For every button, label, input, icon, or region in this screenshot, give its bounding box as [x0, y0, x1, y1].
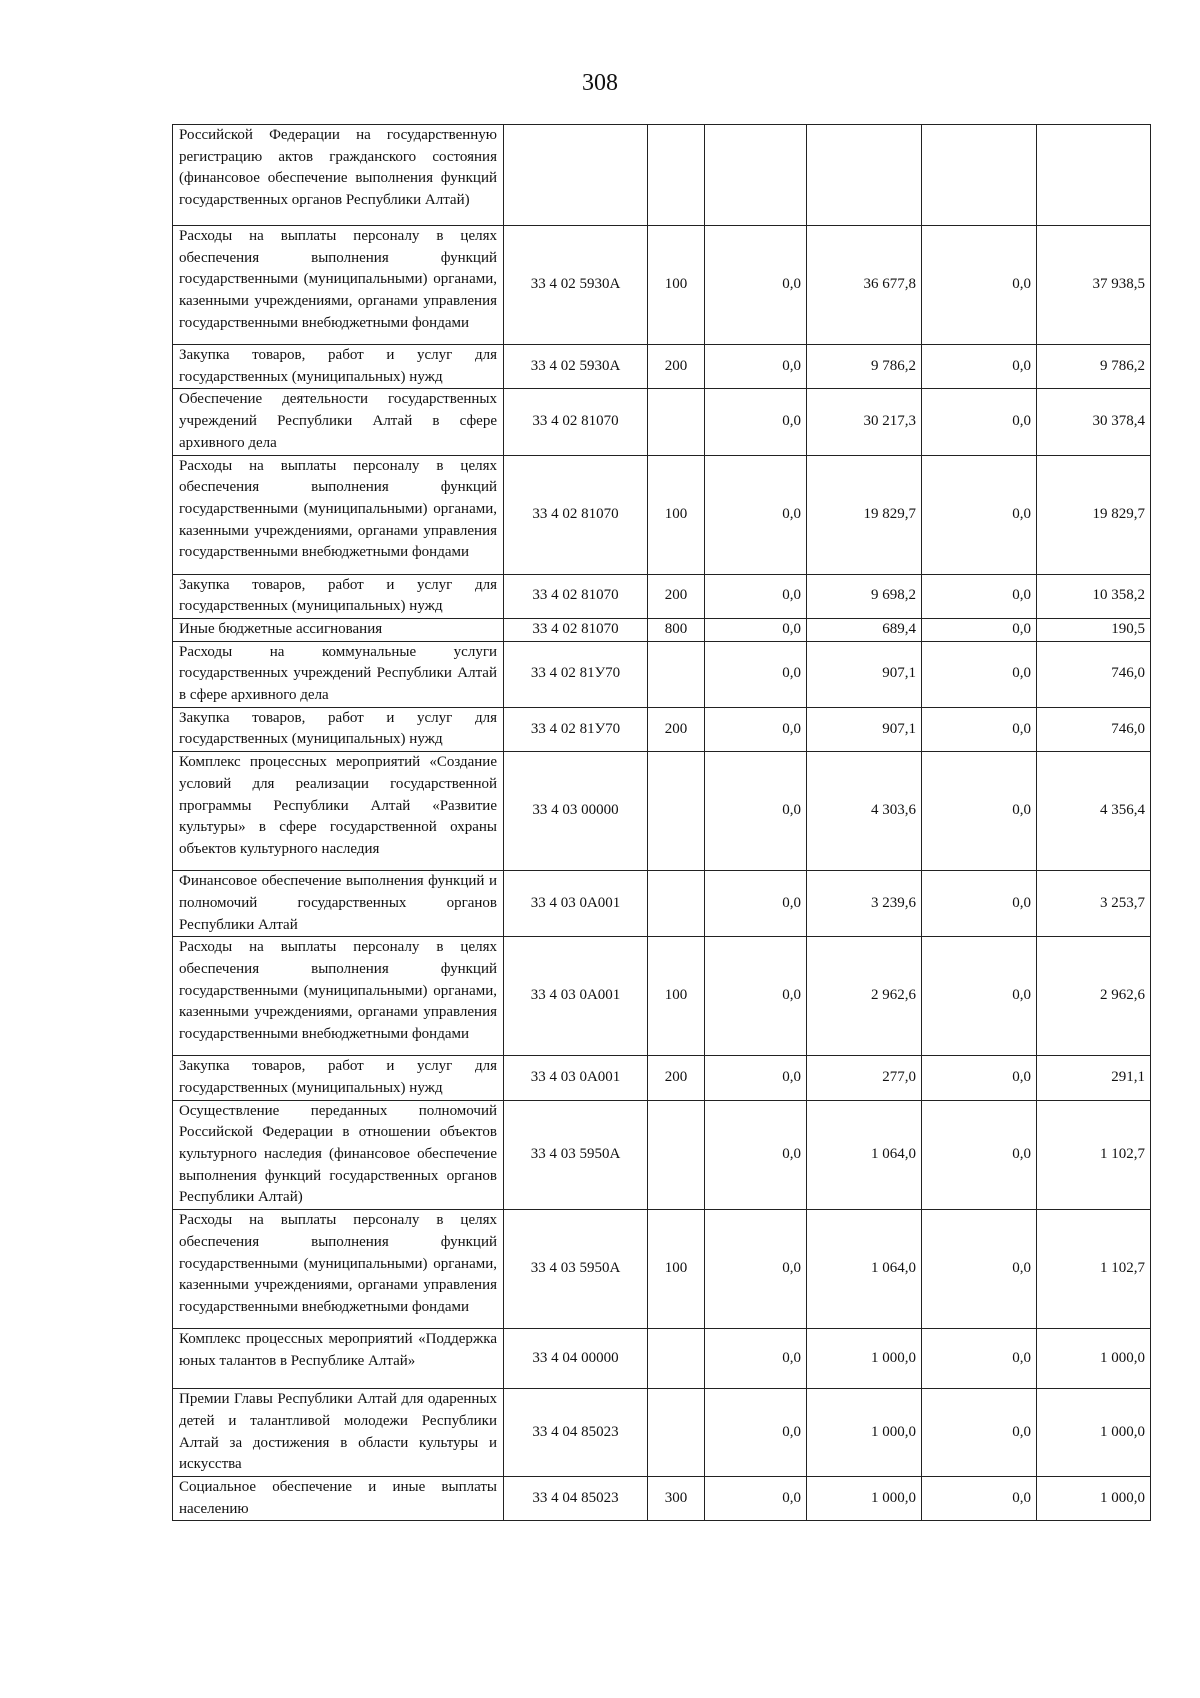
cell-value-3: 0,0 — [922, 1100, 1037, 1210]
cell-code: 33 4 03 0А001 — [504, 871, 648, 937]
cell-expense-type: 300 — [648, 1476, 705, 1520]
cell-value-3: 0,0 — [922, 1056, 1037, 1100]
cell-value-1: 0,0 — [705, 752, 807, 871]
cell-value-1: 0,0 — [705, 345, 807, 389]
cell-value-2: 2 962,6 — [807, 937, 922, 1056]
cell-value-1 — [705, 125, 807, 226]
cell-value-4: 9 786,2 — [1037, 345, 1151, 389]
cell-value-1: 0,0 — [705, 226, 807, 345]
cell-value-2: 277,0 — [807, 1056, 922, 1100]
cell-value-4: 746,0 — [1037, 707, 1151, 751]
cell-value-2: 36 677,8 — [807, 226, 922, 345]
cell-value-2: 3 239,6 — [807, 871, 922, 937]
cell-value-4: 10 358,2 — [1037, 574, 1151, 618]
cell-name: Расходы на выплаты персоналу в целях обеспечения выполнения функций государственными (муниципальными) органами, казенными учреждениями, органами управления государственными внебюджетными фондами — [173, 226, 504, 345]
cell-code: 33 4 03 0А001 — [504, 1056, 648, 1100]
cell-name: Расходы на выплаты персоналу в целях обеспечения выполнения функций государственными (муниципальными) органами, казенными учреждениями, органами управления государственными внебюджетными фондами — [173, 937, 504, 1056]
cell-value-2: 1 000,0 — [807, 1329, 922, 1389]
budget-table — [172, 124, 1151, 1521]
cell-value-1: 0,0 — [705, 641, 807, 707]
cell-value-4: 291,1 — [1037, 1056, 1151, 1100]
cell-value-4: 1 102,7 — [1037, 1210, 1151, 1329]
cell-code: 33 4 03 5950А — [504, 1100, 648, 1210]
cell-value-3: 0,0 — [922, 618, 1037, 641]
table-row — [173, 1389, 1151, 1477]
cell-name: Осуществление переданных полномочий Российской Федерации в отношении объектов культурного наследия (финансовое обеспечение выполнения функций государственных органов Республики Алтай) — [173, 1100, 504, 1210]
cell-code: 33 4 02 81070 — [504, 389, 648, 455]
cell-value-3: 0,0 — [922, 574, 1037, 618]
cell-value-1: 0,0 — [705, 1476, 807, 1520]
cell-value-3: 0,0 — [922, 455, 1037, 574]
table-row — [173, 1056, 1151, 1100]
cell-value-1: 0,0 — [705, 618, 807, 641]
cell-value-2: 30 217,3 — [807, 389, 922, 455]
cell-name: Российской Федерации на государственную регистрацию актов гражданского состояния (финансовое обеспечение выполнения функций государственных органов Республики Алтай) — [173, 125, 504, 226]
cell-expense-type: 100 — [648, 455, 705, 574]
cell-value-2: 907,1 — [807, 707, 922, 751]
cell-name: Комплекс процессных мероприятий «Поддержка юных талантов в Республике Алтай» — [173, 1329, 504, 1389]
cell-code: 33 4 03 5950А — [504, 1210, 648, 1329]
cell-value-2: 1 000,0 — [807, 1476, 922, 1520]
cell-code: 33 4 02 5930А — [504, 345, 648, 389]
cell-code: 33 4 02 81070 — [504, 574, 648, 618]
cell-value-4: 1 000,0 — [1037, 1389, 1151, 1477]
cell-value-2: 1 064,0 — [807, 1100, 922, 1210]
cell-expense-type: 200 — [648, 345, 705, 389]
cell-code: 33 4 02 81070 — [504, 618, 648, 641]
cell-name: Расходы на выплаты персоналу в целях обеспечения выполнения функций государственными (муниципальными) органами, казенными учреждениями, органами управления государственными внебюджетными фондами — [173, 1210, 504, 1329]
cell-value-4: 3 253,7 — [1037, 871, 1151, 937]
cell-name: Закупка товаров, работ и услуг для государственных (муниципальных) нужд — [173, 1056, 504, 1100]
table-row — [173, 618, 1151, 641]
cell-value-3: 0,0 — [922, 226, 1037, 345]
cell-value-3: 0,0 — [922, 1389, 1037, 1477]
cell-value-2: 9 698,2 — [807, 574, 922, 618]
cell-expense-type — [648, 1389, 705, 1477]
cell-expense-type: 200 — [648, 707, 705, 751]
cell-expense-type — [648, 1329, 705, 1389]
cell-value-3: 0,0 — [922, 1476, 1037, 1520]
table-row — [173, 455, 1151, 574]
cell-value-4: 2 962,6 — [1037, 937, 1151, 1056]
cell-expense-type: 800 — [648, 618, 705, 641]
cell-value-4: 1 102,7 — [1037, 1100, 1151, 1210]
table-row — [173, 752, 1151, 871]
cell-name: Комплекс процессных мероприятий «Создание условий для реализации государственной программы Республики Алтай «Развитие культуры» в сфере государственной охраны объектов культурного наследия — [173, 752, 504, 871]
cell-value-3: 0,0 — [922, 1210, 1037, 1329]
cell-expense-type — [648, 389, 705, 455]
cell-value-1: 0,0 — [705, 1329, 807, 1389]
cell-value-1: 0,0 — [705, 1100, 807, 1210]
cell-expense-type — [648, 125, 705, 226]
cell-value-1: 0,0 — [705, 455, 807, 574]
cell-value-4: 190,5 — [1037, 618, 1151, 641]
cell-value-1: 0,0 — [705, 574, 807, 618]
cell-value-1: 0,0 — [705, 937, 807, 1056]
cell-code: 33 4 03 0А001 — [504, 937, 648, 1056]
cell-code: 33 4 04 00000 — [504, 1329, 648, 1389]
cell-expense-type: 200 — [648, 574, 705, 618]
cell-expense-type: 100 — [648, 1210, 705, 1329]
cell-name: Закупка товаров, работ и услуг для государственных (муниципальных) нужд — [173, 707, 504, 751]
cell-expense-type: 100 — [648, 226, 705, 345]
cell-value-1: 0,0 — [705, 871, 807, 937]
cell-code: 33 4 04 85023 — [504, 1389, 648, 1477]
table-row — [173, 1210, 1151, 1329]
cell-value-2: 1 064,0 — [807, 1210, 922, 1329]
cell-value-1: 0,0 — [705, 707, 807, 751]
cell-value-2: 1 000,0 — [807, 1389, 922, 1477]
cell-name: Премии Главы Республики Алтай для одаренных детей и талантливой молодежи Республики Алтай за достижения в области культуры и искусства — [173, 1389, 504, 1477]
cell-expense-type — [648, 752, 705, 871]
cell-name: Закупка товаров, работ и услуг для государственных (муниципальных) нужд — [173, 345, 504, 389]
table-row — [173, 345, 1151, 389]
cell-value-3: 0,0 — [922, 871, 1037, 937]
table-row — [173, 641, 1151, 707]
cell-value-2: 907,1 — [807, 641, 922, 707]
cell-code: 33 4 02 81070 — [504, 455, 648, 574]
cell-name: Закупка товаров, работ и услуг для государственных (муниципальных) нужд — [173, 574, 504, 618]
cell-value-4: 746,0 — [1037, 641, 1151, 707]
cell-value-3: 0,0 — [922, 641, 1037, 707]
table-row — [173, 1476, 1151, 1520]
cell-value-4: 19 829,7 — [1037, 455, 1151, 574]
cell-expense-type — [648, 641, 705, 707]
cell-name: Расходы на выплаты персоналу в целях обеспечения выполнения функций государственными (муниципальными) органами, казенными учреждениями, органами управления государственными внебюджетными фондами — [173, 455, 504, 574]
cell-expense-type — [648, 1100, 705, 1210]
cell-code — [504, 125, 648, 226]
cell-value-2: 9 786,2 — [807, 345, 922, 389]
cell-value-1: 0,0 — [705, 389, 807, 455]
cell-value-1: 0,0 — [705, 1210, 807, 1329]
cell-value-2: 689,4 — [807, 618, 922, 641]
cell-value-4: 1 000,0 — [1037, 1476, 1151, 1520]
cell-value-1: 0,0 — [705, 1056, 807, 1100]
cell-code: 33 4 04 85023 — [504, 1476, 648, 1520]
cell-name: Обеспечение деятельности государственных учреждений Республики Алтай в сфере архивного дела — [173, 389, 504, 455]
cell-value-3: 0,0 — [922, 937, 1037, 1056]
cell-code: 33 4 03 00000 — [504, 752, 648, 871]
cell-value-2 — [807, 125, 922, 226]
cell-value-3 — [922, 125, 1037, 226]
cell-value-3: 0,0 — [922, 752, 1037, 871]
table-row — [173, 574, 1151, 618]
table-row — [173, 226, 1151, 345]
cell-name: Социальное обеспечение и иные выплаты населению — [173, 1476, 504, 1520]
table-row — [173, 1100, 1151, 1210]
cell-value-3: 0,0 — [922, 707, 1037, 751]
cell-code: 33 4 02 5930А — [504, 226, 648, 345]
cell-value-3: 0,0 — [922, 389, 1037, 455]
page-number: 308 — [582, 70, 618, 96]
table-row — [173, 389, 1151, 455]
cell-code: 33 4 02 81У70 — [504, 641, 648, 707]
table-row — [173, 707, 1151, 751]
cell-value-1: 0,0 — [705, 1389, 807, 1477]
table-row — [173, 871, 1151, 937]
cell-name: Иные бюджетные ассигнования — [173, 618, 504, 641]
cell-expense-type — [648, 871, 705, 937]
cell-value-4: 37 938,5 — [1037, 226, 1151, 345]
table-row — [173, 937, 1151, 1056]
cell-name: Финансовое обеспечение выполнения функций и полномочий государственных органов Республики Алтай — [173, 871, 504, 937]
cell-value-3: 0,0 — [922, 345, 1037, 389]
cell-value-3: 0,0 — [922, 1329, 1037, 1389]
table-body — [173, 125, 1151, 1521]
cell-value-4 — [1037, 125, 1151, 226]
cell-value-2: 4 303,6 — [807, 752, 922, 871]
cell-value-2: 19 829,7 — [807, 455, 922, 574]
table-row — [173, 125, 1151, 226]
cell-value-4: 4 356,4 — [1037, 752, 1151, 871]
cell-value-4: 30 378,4 — [1037, 389, 1151, 455]
cell-value-4: 1 000,0 — [1037, 1329, 1151, 1389]
table-row — [173, 1329, 1151, 1389]
cell-code: 33 4 02 81У70 — [504, 707, 648, 751]
cell-expense-type: 100 — [648, 937, 705, 1056]
cell-name: Расходы на коммунальные услуги государственных учреждений Республики Алтай в сфере архивного дела — [173, 641, 504, 707]
cell-expense-type: 200 — [648, 1056, 705, 1100]
